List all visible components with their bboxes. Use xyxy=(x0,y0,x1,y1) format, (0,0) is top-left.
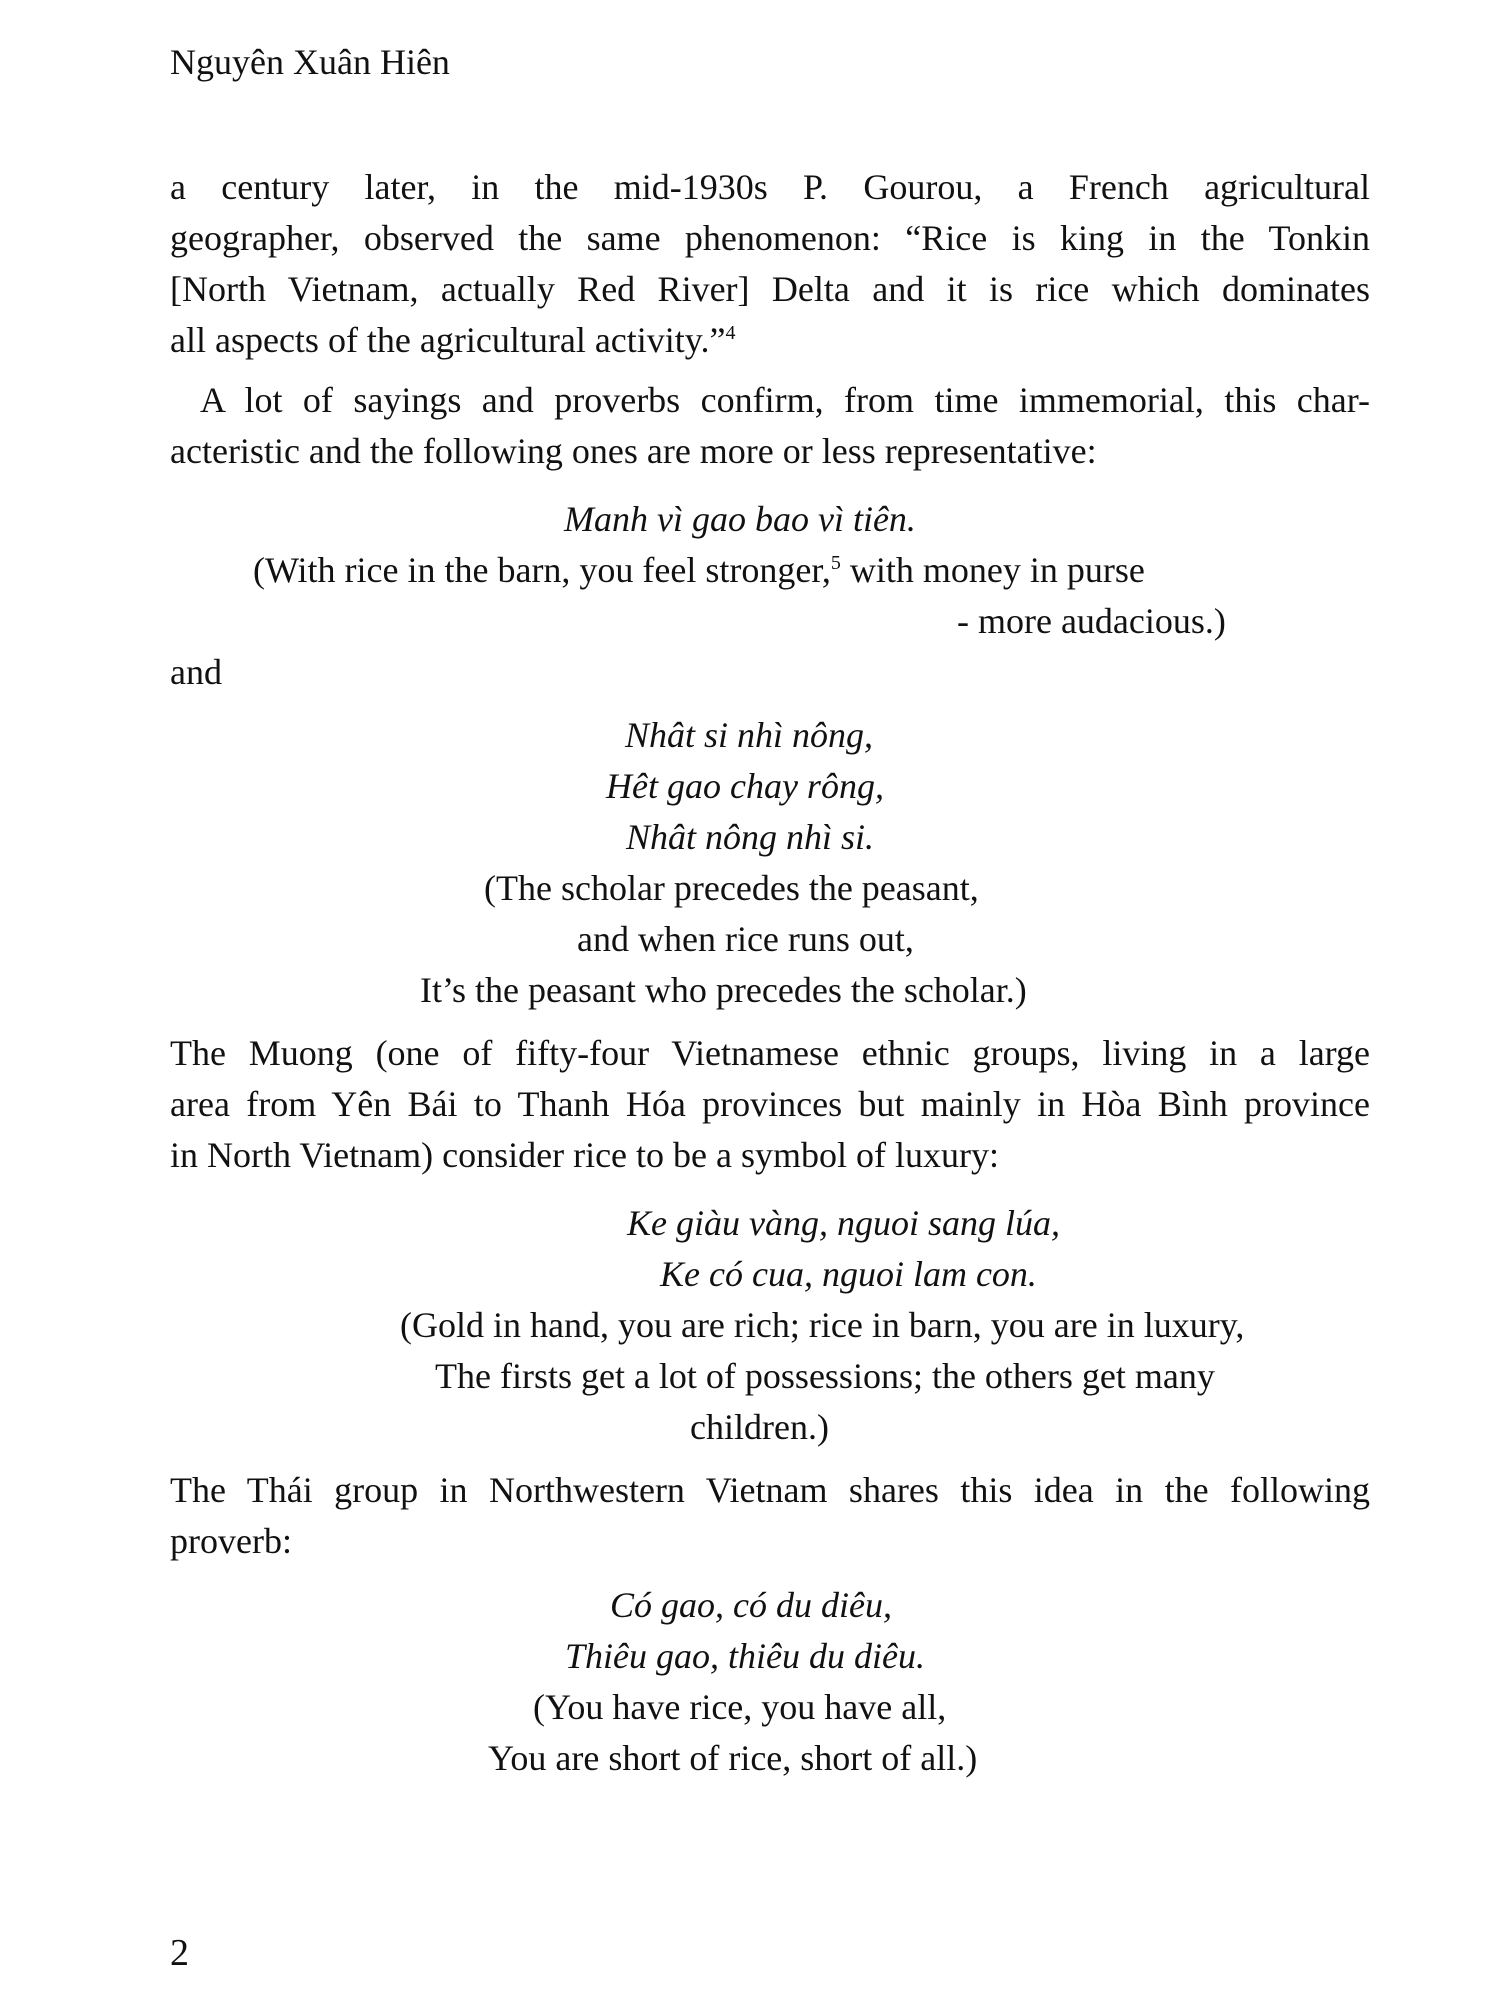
paragraph-line: The Thái group in Northwestern Vietnam shares this idea in the following xyxy=(170,1470,1370,1510)
connector-word: and xyxy=(170,652,222,692)
proverb-translation-line: The firsts get a lot of possessions; the others get many xyxy=(435,1356,1215,1396)
proverb-translation-line: (You have rice, you have all, xyxy=(533,1687,947,1727)
proverb-vietnamese-line: Có gao, có du diêu, xyxy=(610,1585,892,1625)
proverb-vietnamese-line: Ke có cua, nguoi lam con. xyxy=(660,1254,1037,1294)
proverb-translation-line: It’s the peasant who precedes the scholar.) xyxy=(420,970,1027,1010)
paragraph-line: geographer, observed the same phenomenon: “Rice is king in the Tonkin xyxy=(170,218,1370,258)
proverb-translation-line: and when rice runs out, xyxy=(577,919,914,959)
translation-text: with money in purse xyxy=(840,550,1145,590)
proverb-vietnamese-line: Hêt gao chay rông, xyxy=(606,766,884,806)
proverb-translation-line: You are short of rice, short of all.) xyxy=(488,1738,978,1778)
paragraph-line: A lot of sayings and proverbs confirm, from time immemorial, this char- xyxy=(200,380,1370,420)
paragraph-line: proverb: xyxy=(170,1521,292,1561)
paragraph-gourou xyxy=(170,162,1370,366)
paragraph-text: all aspects of the agricultural activity.” xyxy=(170,320,726,360)
paragraph-line: in North Vietnam) consider rice to be a symbol of luxury: xyxy=(170,1135,999,1175)
paragraph-thai xyxy=(170,1465,1370,1567)
proverb-translation-line: (The scholar precedes the peasant, xyxy=(484,868,979,908)
paragraph-proverbs-intro xyxy=(170,375,1370,477)
paragraph-line: The Muong (one of fifty-four Vietnamese ethnic groups, living in a large xyxy=(170,1033,1370,1073)
translation-text: (With rice in the barn, you feel stronger, xyxy=(253,550,831,590)
paragraph-line: [North Vietnam, actually Red River] Delta and it is rice which dominates xyxy=(170,269,1370,309)
paragraph-line xyxy=(170,315,1370,366)
proverb-translation-line xyxy=(253,545,1145,596)
proverb-vietnamese-line: Nhât si nhì nông, xyxy=(625,715,874,755)
proverb-vietnamese-line: Manh vì gao bao vì tiên. xyxy=(564,499,916,539)
footnote-marker: 5 xyxy=(830,552,841,574)
paragraph-line: area from Yên Bái to Thanh Hóa provinces but mainly in Hòa Bình province xyxy=(170,1084,1370,1124)
proverb-vietnamese-line: Nhât nông nhì si. xyxy=(626,817,875,857)
proverb-translation-line: - more audacious.) xyxy=(957,601,1226,641)
running-head-author: Nguyên Xuân Hiên xyxy=(170,42,450,82)
paragraph-line: acteristic and the following ones are more or less representative: xyxy=(170,431,1097,471)
page-number: 2 xyxy=(170,1932,189,1974)
paragraph-muong xyxy=(170,1028,1370,1181)
proverb-vietnamese-line: Ke giàu vàng, nguoi sang lúa, xyxy=(627,1203,1060,1243)
proverb-vietnamese-line: Thiêu gao, thiêu du diêu. xyxy=(565,1636,925,1676)
paragraph-line: a century later, in the mid-1930s P. Gourou, a French agricultural xyxy=(170,167,1370,207)
proverb-translation-line: (Gold in hand, you are rich; rice in barn, you are in luxury, xyxy=(400,1305,1245,1345)
footnote-marker: 4 xyxy=(725,322,736,344)
proverb-translation-line: children.) xyxy=(690,1407,829,1447)
